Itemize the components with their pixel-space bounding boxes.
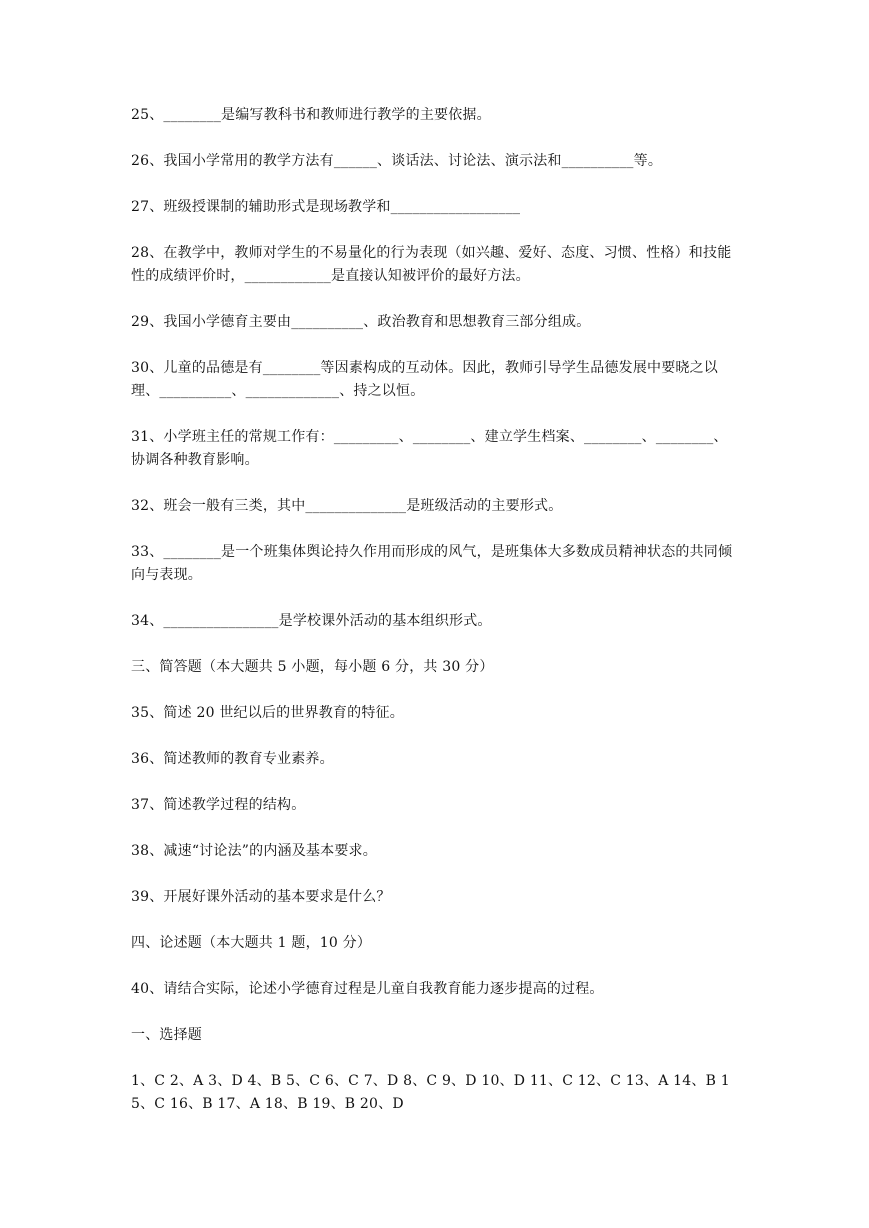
question-37: 37、简述教学过程的结构。 <box>131 797 306 813</box>
question-30: 30、儿童的品德是有________等因素构成的互动体。因此，教师引导学生品德发展中要晓之以理、__________、_____________、持之以恒。 <box>131 360 719 399</box>
question-31: 31、小学班主任的常规工作有：_________、________、建立学生档案、________、________、协调各种教育影响。 <box>131 429 728 468</box>
section-heading-essay: 四、论述题（本大题共 1 题，10 分） <box>131 935 372 951</box>
question-28: 28、在教学中，教师对学生的不易量化的行为表现（如兴趣、爱好、态度、习惯、性格）和技能性的成绩评价时，____________是直接认知被评价的最好方法。 <box>131 245 732 284</box>
question-35: 35、简述 20 世纪以后的世界教育的特征。 <box>131 705 404 721</box>
question-26: 26、我国小学常用的教学方法有______、谈话法、讨论法、演示法和__________等。 <box>131 153 663 169</box>
answer-list: 1、C 2、A 3、D 4、B 5、C 6、C 7、D 8、C 9、D 10、D 11、C 12、C 13、A 14、B 15、C 16、B 17、A 18、B 19、B 20、D <box>131 1073 730 1112</box>
question-38: 38、减速“讨论法”的内涵及基本要求。 <box>131 843 377 859</box>
question-40: 40、请结合实际，论述小学德育过程是儿童自我教育能力逐步提高的过程。 <box>131 981 604 997</box>
question-27: 27、班级授课制的辅助形式是现场教学和__________________ <box>131 199 521 215</box>
answer-heading-multiple-choice: 一、选择题 <box>131 1027 202 1043</box>
document-body <box>131 104 741 1139</box>
question-36: 36、简述教师的教育专业素养。 <box>131 751 334 767</box>
question-34: 34、________________是学校课外活动的基本组织形式。 <box>131 613 492 629</box>
question-33: 33、________是一个班集体舆论持久作用而形成的风气，是班集体大多数成员精神状态的共同倾向与表现。 <box>131 544 733 583</box>
question-29: 29、我国小学德育主要由__________、政治教育和思想教育三部分组成。 <box>131 314 591 330</box>
section-heading-short-answer: 三、简答题（本大题共 5 小题，每小题 6 分，共 30 分） <box>131 659 494 675</box>
question-25: 25、________是编写教科书和教师进行教学的主要依据。 <box>131 107 491 123</box>
question-32: 32、班会一般有三类，其中______________是班级活动的主要形式。 <box>131 498 563 514</box>
question-39: 39、开展好课外活动的基本要求是什么？ <box>131 889 391 905</box>
